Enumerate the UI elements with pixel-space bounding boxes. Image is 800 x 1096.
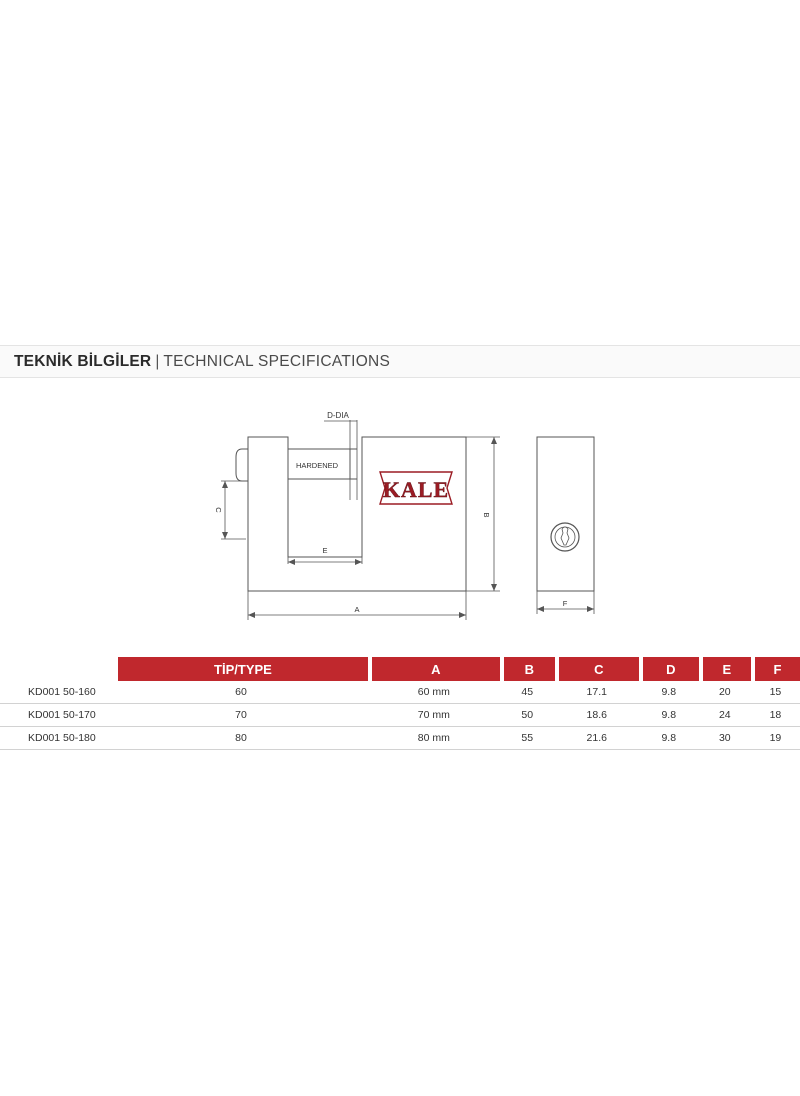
table-header-b: B	[500, 657, 555, 681]
row-code: KD001 50-160	[0, 681, 114, 704]
label-c: C	[214, 507, 223, 513]
label-d-dia: D-DIA	[327, 411, 349, 420]
section-header	[0, 345, 800, 378]
row-code: KD001 50-170	[0, 704, 114, 727]
technical-drawing	[0, 400, 800, 630]
label-f: F	[562, 599, 568, 608]
header-separator: |	[155, 352, 160, 370]
table-row	[0, 681, 800, 704]
specifications-table	[0, 657, 800, 750]
cell-f: 15	[751, 681, 800, 704]
cell-type: 80	[114, 727, 368, 750]
cell-f: 19	[751, 727, 800, 750]
shackle-knob	[236, 449, 248, 481]
cell-b: 45	[500, 681, 555, 704]
table-row	[0, 727, 800, 750]
cell-c: 21.6	[555, 727, 639, 750]
padlock-side-view	[537, 437, 594, 591]
cell-a: 80 mm	[368, 727, 500, 750]
table-header-row	[0, 657, 800, 681]
label-hardened: HARDENED	[295, 461, 339, 470]
table-header-c: C	[555, 657, 639, 681]
kale-logo	[380, 472, 452, 504]
table-header-e: E	[699, 657, 751, 681]
cell-d: 9.8	[639, 704, 699, 727]
cell-type: 60	[114, 681, 368, 704]
table-header-d: D	[639, 657, 699, 681]
cell-c: 18.6	[555, 704, 639, 727]
cell-d: 9.8	[639, 681, 699, 704]
table-header-f: F	[751, 657, 800, 681]
table-header-a: A	[368, 657, 500, 681]
cell-f: 18	[751, 704, 800, 727]
cell-c: 17.1	[555, 681, 639, 704]
cell-d: 9.8	[639, 727, 699, 750]
header-title-bold: TEKNİK BİLGİLER	[14, 352, 152, 370]
cell-b: 55	[500, 727, 555, 750]
table-header-type: TİP/TYPE	[114, 657, 368, 681]
kale-logo-text: KALE	[382, 477, 450, 502]
cell-a: 60 mm	[368, 681, 500, 704]
cell-e: 20	[699, 681, 751, 704]
label-e: E	[322, 546, 328, 555]
cell-type: 70	[114, 704, 368, 727]
label-b: B	[482, 512, 491, 518]
table-header-blank	[0, 657, 114, 681]
cell-b: 50	[500, 704, 555, 727]
table-row	[0, 704, 800, 727]
label-a: A	[354, 605, 360, 614]
cell-e: 24	[699, 704, 751, 727]
header-title-light: TECHNICAL SPECIFICATIONS	[163, 352, 391, 370]
row-code: KD001 50-180	[0, 727, 114, 750]
cell-a: 70 mm	[368, 704, 500, 727]
cell-e: 30	[699, 727, 751, 750]
